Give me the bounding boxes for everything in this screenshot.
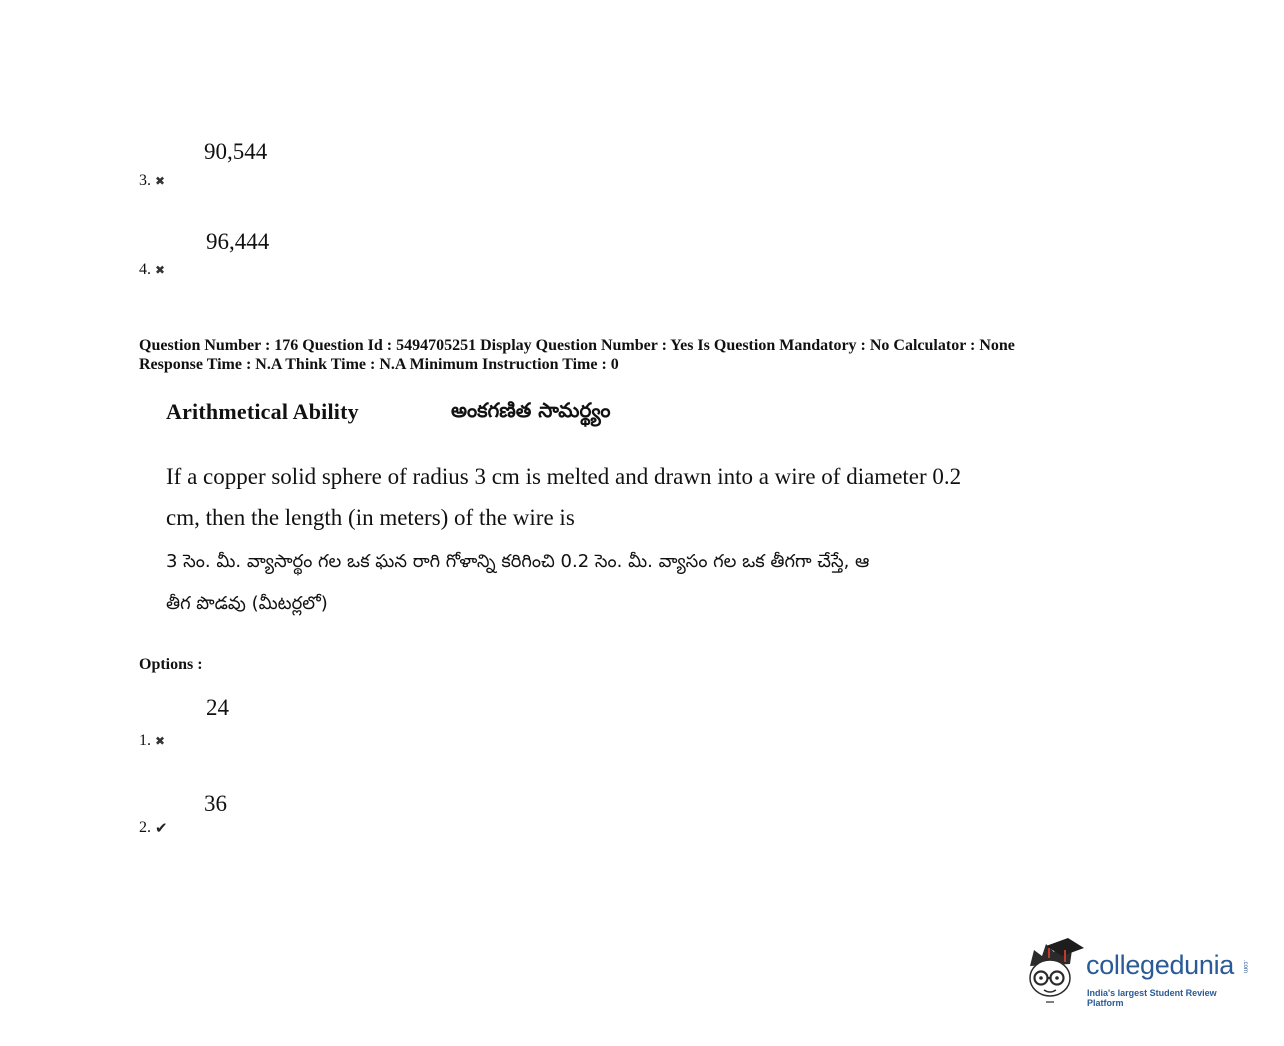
option-2-value: 36 <box>204 791 227 816</box>
logo-wordmark: collegedunia <box>1086 950 1235 980</box>
question-meta-line1: Question Number : 176 Question Id : 5494705251 Display Question Number : Yes Is Question Mandatory : No Calculator : None <box>139 337 1015 354</box>
question-text-telugu-line1: 3 సెం. మీ. వ్యాసార్థం గల ఒక ఘన రాగి గోళాన్ని కరిగించి 0.2 సెం. మీ. వ్యాసం గల ఒక తీగగా చేస్తే, ఆ <box>166 551 870 572</box>
mascot-icon <box>1024 936 1086 1008</box>
logo-tagline: India's largest Student Review Platform <box>1087 988 1217 1008</box>
question-meta-line2: Response Time : N.A Think Time : N.A Minimum Instruction Time : 0 <box>139 356 619 373</box>
section-title-telugu: అంకగణిత సామర్థ్యం <box>451 398 611 422</box>
option-2-number-label: 2. <box>139 819 151 836</box>
question-text-english-line2: cm, then the length (in meters) of the wire is <box>166 505 575 530</box>
options-label: Options : <box>139 656 203 673</box>
logo-suffix: .com <box>1242 960 1248 974</box>
check-icon: ✔ <box>155 818 168 837</box>
option-1-number <box>139 732 165 750</box>
option-3-number <box>139 172 165 190</box>
option-4-value: 96,444 <box>206 229 270 254</box>
cross-icon: ✖ <box>155 174 166 188</box>
question-text-english-line1: If a copper solid sphere of radius 3 cm is melted and drawn into a wire of diameter 0.2 <box>166 464 962 489</box>
option-3-value: 90,544 <box>204 139 268 164</box>
option-1-number-label: 1. <box>139 732 151 749</box>
option-2-number <box>139 819 168 837</box>
question-text-telugu-line2: తీగ పొడవు (మీటర్లలో) <box>166 593 328 614</box>
cross-icon: ✖ <box>155 263 166 277</box>
option-4-number-label: 4. <box>139 261 151 278</box>
cross-icon: ✖ <box>155 734 166 748</box>
collegedunia-logo <box>1024 936 1254 1008</box>
option-3-number-label: 3. <box>139 172 151 189</box>
option-4-number <box>139 261 165 279</box>
section-title-english: Arithmetical Ability <box>166 399 359 424</box>
option-1-value: 24 <box>206 695 229 720</box>
